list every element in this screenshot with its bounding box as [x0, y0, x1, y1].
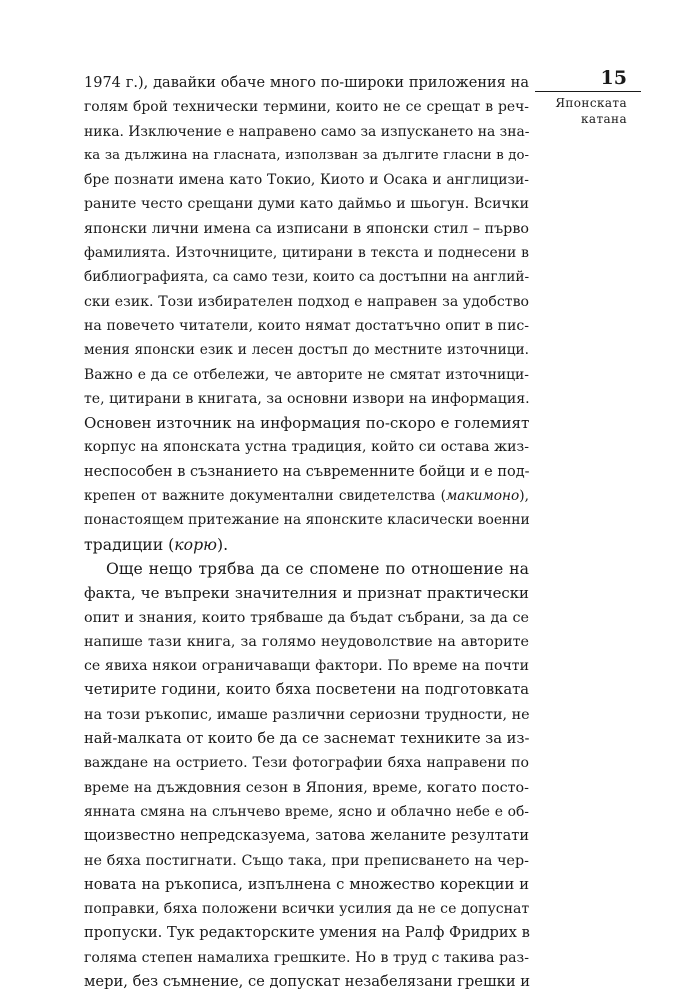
text-line: напише тази книга, за голямо неудоволствие на авторите [84, 633, 529, 650]
text-line: факта, че въпреки значителния и признат практически [84, 584, 529, 603]
text-line: на този ръкопис, имаше различни сериозни трудности, не [84, 706, 530, 723]
text-line: опит и знания, които трябваше да бъдат събрани, за да се [84, 609, 529, 626]
text-line-end: ). [216, 534, 229, 554]
text-line: мения японски език и лесен достъп до местните източници. [84, 342, 529, 359]
text-line: ника. Изключение е направено само за изпускането на зна- [84, 123, 530, 140]
page-number: 15 [600, 67, 627, 89]
running-title-line-2: катана [581, 112, 627, 126]
italic-term: корю [174, 534, 217, 554]
text-line: мери, без съмнение, се допускат незабелязани грешки и [84, 972, 531, 990]
text-line: четирите години, които бяха посветени на подготовката [84, 681, 529, 699]
text-line: новата на ръкописа, изпълнена с множество корекции и [84, 875, 529, 893]
body-text [84, 71, 529, 994]
text-line: щоизвестно непредсказуема, затова желаните резултати [84, 828, 529, 845]
text-line: японски лични имена са изписани в японски стил – първо [84, 220, 529, 237]
text-line: голяма степен намалиха грешките. Но в труд с такива раз- [84, 949, 529, 966]
running-title-line-1: Японската [555, 96, 627, 110]
running-header [535, 66, 641, 127]
text-line: не бяха постигнати. Също така, при преписването на чер- [84, 852, 529, 869]
text-line: те, цитирани в книгата, за основни извори на информация. [84, 390, 530, 407]
text-line: неспособен в съзнанието на съвременните бойци и е под- [84, 463, 530, 480]
text-line: Още нещо трябва да се спомене по отношение на [106, 558, 529, 578]
text-line [84, 533, 529, 557]
text-line [84, 484, 529, 508]
text-line-start: традиции ( [84, 534, 175, 554]
text-line-start: крепен от важните документални свидетелства ( [84, 488, 446, 505]
text-line: пропуски. Тук редакторските умения на Ралф Фридрих в [84, 924, 530, 942]
text-line: раните често срещани думи като даймьо и шьогун. Всички [84, 196, 529, 213]
text-line: време на дъждовния сезон в Япония, време, когато посто- [84, 779, 529, 796]
text-line: Важно е да се отбележи, че авторите не смятат източници- [84, 366, 529, 383]
text-line: 1974 г.), давайки обаче много по-широки приложения на [84, 75, 529, 91]
text-line: бре познати имена като Токио, Киото и Осака и англицизи- [84, 172, 529, 189]
header-rule [535, 91, 641, 92]
italic-term: макимоно [445, 488, 520, 505]
text-line: голям брой технически термини, които не се срещат в реч- [84, 99, 529, 116]
text-line: библиографията, са само тези, които са достъпни на англий- [84, 269, 530, 286]
text-line: най-малката от които бе да се заснемат техниките за из- [84, 730, 530, 748]
text-line-end: ), [519, 488, 529, 505]
text-line: важдане на острието. Тези фотографии бяха направени по [84, 755, 529, 772]
text-line: понастоящем притежание на японските класически военни [84, 512, 530, 529]
text-line: поправки, бяха положени всички усилия да не се допуснат [84, 901, 530, 918]
text-line: ски език. Този избирателен подход е направен за удобство [84, 293, 529, 310]
text-line: фамилията. Източниците, цитирани в текста и поднесени в [84, 245, 529, 262]
text-line: янната смяна на слънчево време, ясно и облачно небе е об- [84, 803, 529, 820]
text-line: на повечето читатели, които нямат достатъчно опит в пис- [84, 317, 529, 334]
text-line: ка за дължина на гласната, използван за дългите гласни в до- [84, 147, 529, 163]
text-line: Основен източник на информация по-скоро е големият [84, 414, 530, 433]
text-line: се явиха някои ограничаващи фактори. По време на почти [84, 658, 529, 675]
text-line: корпус на японската устна традиция, който си остава жиз- [84, 439, 529, 456]
